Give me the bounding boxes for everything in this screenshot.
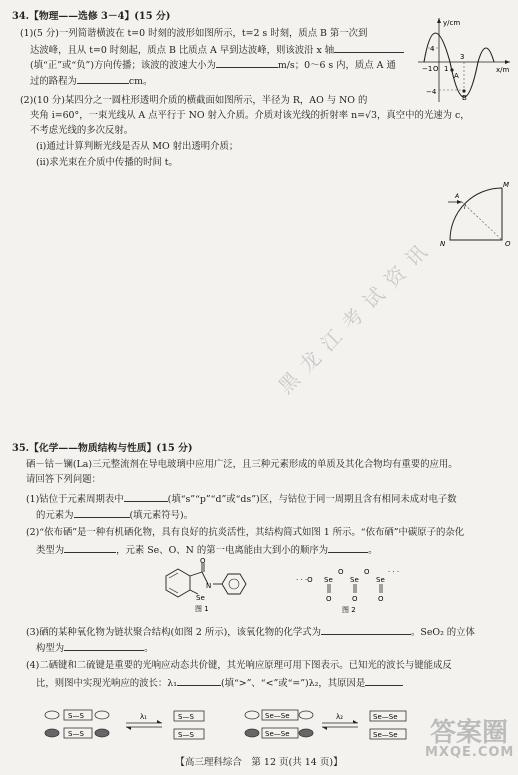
svg-text:Se—Se: Se—Se xyxy=(373,731,398,739)
bond-response-diagram xyxy=(40,705,410,747)
svg-text:· · ·O: · · ·O xyxy=(296,576,313,584)
q35-p2-line2: 类型为 ，元素 Se、O、N 的第一电离能由大到小的顺序为 。 xyxy=(36,542,377,557)
q35-header: 35.【化学——物质结构与性质】(15 分) xyxy=(12,443,193,454)
y-axis-label: y/cm xyxy=(443,19,461,27)
lambda2-label: λ₂ xyxy=(336,713,343,721)
answer-blank[interactable] xyxy=(216,57,278,68)
figure-2-seo2-chain xyxy=(290,562,400,614)
label-a: A xyxy=(455,193,460,200)
watermark: 黑龙江考试资讯 xyxy=(273,232,439,399)
svg-text:Se—Se: Se—Se xyxy=(265,730,290,738)
q34-p1-line4: 过的路程为 cm。 xyxy=(30,73,152,88)
svg-text:S—S: S—S xyxy=(68,730,84,738)
label-n: N xyxy=(440,240,446,248)
q35-p2-line1: (2)“依布硒”是一种有机硒化物，具有良好的抗炎活性，其结构简式如图 1 所示。“依布硒”中碳原子的杂化 xyxy=(26,527,465,538)
svg-text:Se: Se xyxy=(376,576,385,584)
label-o: O xyxy=(505,240,511,248)
figure-1-caption: 图 1 xyxy=(195,605,209,613)
answer-blank[interactable] xyxy=(77,73,129,84)
label-m: M xyxy=(503,181,510,189)
answer-blank[interactable] xyxy=(334,42,404,53)
answer-blank[interactable] xyxy=(328,542,368,553)
answer-blank[interactable] xyxy=(64,542,116,553)
svg-text:S—S: S—S xyxy=(178,713,194,721)
answer-blank[interactable] xyxy=(124,491,168,502)
svg-text:· · ·: · · · xyxy=(388,568,400,576)
wave-graph xyxy=(414,14,514,104)
point-a-label: A xyxy=(454,72,459,80)
svg-text:Se—Se: Se—Se xyxy=(265,712,290,720)
svg-text:S—S: S—S xyxy=(68,712,84,720)
answer-blank[interactable] xyxy=(365,675,403,686)
q34-p2-line4: (ⅰ)通过计算判断光线是否从 MO 射出透明介质； xyxy=(36,141,239,152)
y-tick-top: 4 xyxy=(430,45,435,53)
answer-blank[interactable] xyxy=(177,675,221,686)
figure-2-caption: 图 2 xyxy=(342,606,356,614)
svg-text:Se—Se: Se—Se xyxy=(373,713,398,721)
quarter-circle-figure xyxy=(430,178,515,253)
q34-p1-line2: 达波峰，且从 t=0 时刻起，质点 B 比质点 A 早到达波峰，则该波沿 x 轴 xyxy=(30,42,404,57)
svg-text:O: O xyxy=(326,595,332,603)
lambda1-label: λ₁ xyxy=(140,713,147,721)
q35-p4-line1: (4)二硒键和二硫键是重要的光响应动态共价键，其光响应原理可用下图表示。已知光的波长与键能成反 xyxy=(26,660,452,671)
x-tick-neg: −1 xyxy=(422,65,433,73)
svg-text:Se: Se xyxy=(196,594,205,602)
svg-text:O: O xyxy=(352,595,358,603)
svg-text:N: N xyxy=(206,582,212,590)
x-axis-label: x/m xyxy=(496,66,510,74)
x-tick-one: 1 xyxy=(444,65,449,73)
q34-p2-line1: (2)(10 分)某四分之一圆柱形透明介质的横截面如图所示，半径为 R，AO 与 NO 的 xyxy=(20,95,368,106)
q35-intro-line1: 硒－钴－镧(La)三元整流剂在导电玻璃中应用广泛，且三种元素形成的单质及其化合物均有重要的应用。 xyxy=(26,459,458,470)
q35-p4-line2: 比，则图中实现光响应的波长：λ₁ (填“>”、“<”或“=”)λ₂，其原因是 xyxy=(36,675,403,690)
q35-p3-line2: 构型为 。 xyxy=(36,640,154,655)
answer-blank[interactable] xyxy=(64,640,144,651)
y-tick-bottom: −4 xyxy=(426,88,437,96)
x-tick-three: 3 xyxy=(460,53,465,61)
watermark-logo: 答案圈 xyxy=(430,718,509,748)
q34-p2-line3: 不考虑光线的多次反射。 xyxy=(30,125,134,136)
svg-text:Se: Se xyxy=(324,576,333,584)
q34-p2-line5: (ⅱ)求光束在介质中传播的时间 t。 xyxy=(36,157,178,168)
q34-p1-line1: (1)(5 分)一列简谐横波在 t=0 时刻的波形如图所示，t=2 s 时刻，质点 B 第一次到 xyxy=(20,28,368,39)
q34-p1-line3: (填“正”或“负”)方向传播；该波的波速大小为 m/s；0～6 s 内，质点 A 通 xyxy=(30,57,396,72)
answer-blank[interactable] xyxy=(321,624,411,635)
q34-header: 34.【物理——选修 3－4】(15 分) xyxy=(12,11,171,22)
svg-text:O: O xyxy=(338,568,344,576)
origin-label: O xyxy=(433,65,439,73)
point-b-label: B xyxy=(462,94,467,102)
q35-intro-line2: 请回答下列问题： xyxy=(26,474,102,485)
figure-1-ebselen xyxy=(150,558,270,614)
q35-p3-line1: (3)硒的某种氧化物为链状聚合结构(如图 2 所示)，该氧化物的化学式为 。SeO₂ 的立体 xyxy=(26,624,475,639)
label-i: i xyxy=(464,204,466,211)
svg-text:Se: Se xyxy=(350,576,359,584)
svg-text:O: O xyxy=(364,568,370,576)
q35-p1-line2: 的元素为 (填元素符号)。 xyxy=(36,507,193,522)
page-footer: 【高三理科综合 第 12 页(共 14 页)】 xyxy=(175,757,343,768)
answer-blank[interactable] xyxy=(74,507,130,518)
svg-text:O: O xyxy=(378,595,384,603)
watermark-logo-url: MXQE.COM xyxy=(425,745,515,760)
svg-text:O: O xyxy=(200,558,206,565)
q34-p2-line2: 夹角 i=60°，一束光线从 A 点平行于 NO 射入介质。介质对该光线的折射率 n=√3，真空中的光速为 c， xyxy=(30,110,470,121)
q35-p1-line1: (1)钴位于元素周期表中 (填“s”“p”“d”或“ds”)区，与钴位于同一周期且含有相同未成对电子数 xyxy=(26,491,457,506)
svg-text:S—S: S—S xyxy=(178,731,194,739)
